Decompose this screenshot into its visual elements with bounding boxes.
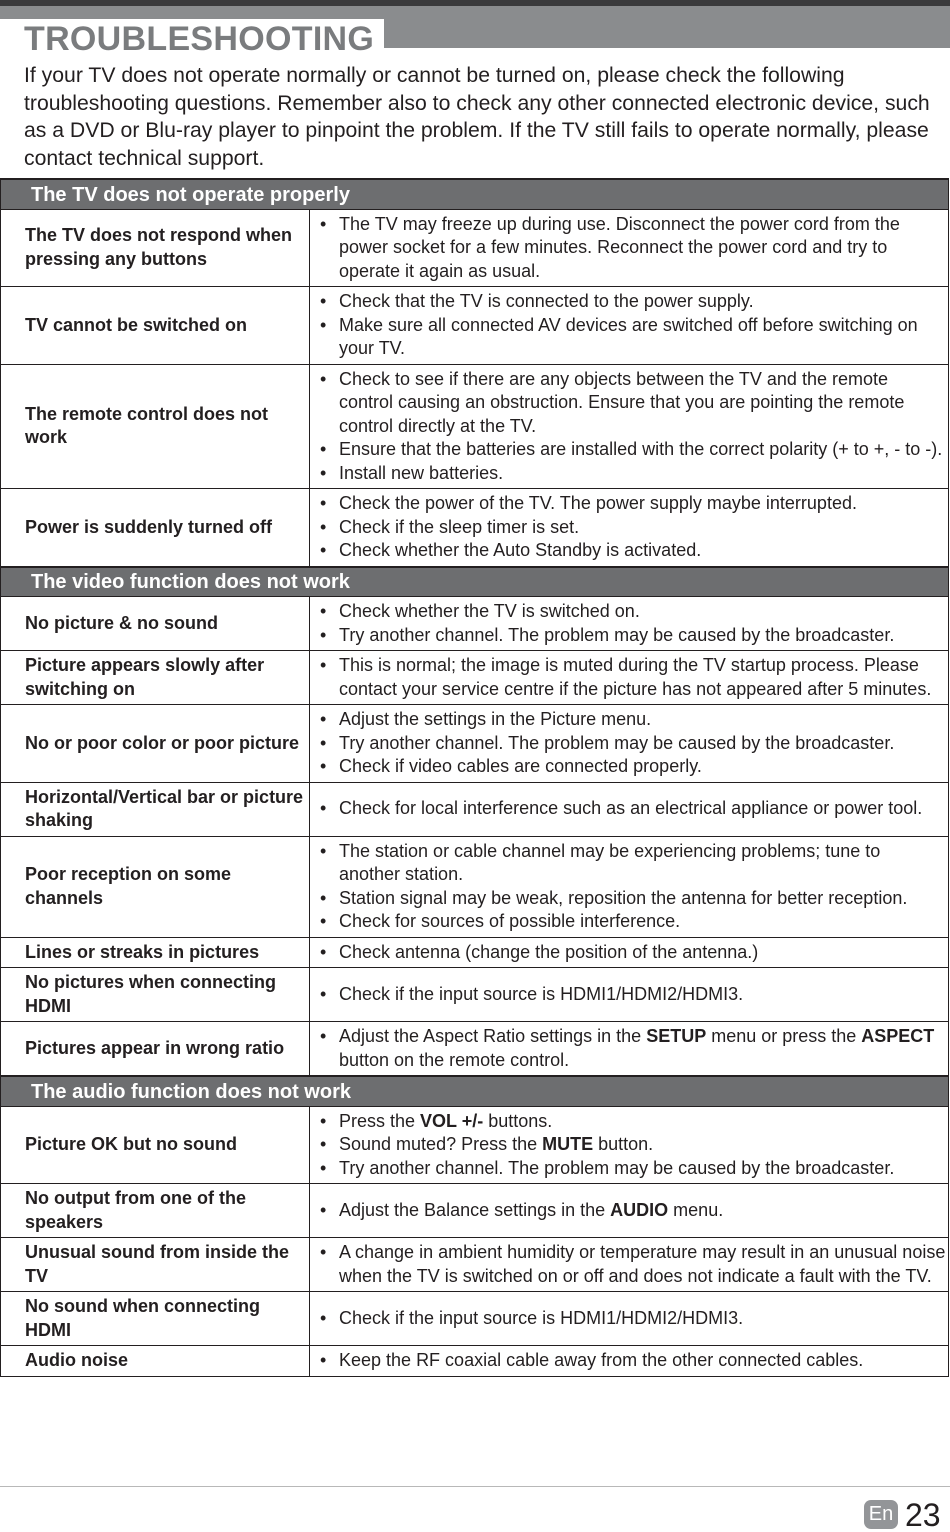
solution-cell — [310, 1106, 949, 1184]
section-heading: The audio function does not work — [1, 1076, 949, 1106]
problem-cell: No sound when connecting HDMI — [1, 1292, 310, 1346]
page-number: 23 — [905, 1497, 941, 1532]
solution-text: A change in ambient humidity or temperature may result in an unusual noise when the TV is switched on or off and does not indicate a fault with the TV. — [339, 1242, 946, 1286]
section-header-row — [1, 179, 949, 209]
table-row — [1, 1346, 949, 1377]
solution-keyword: MUTE — [542, 1134, 594, 1154]
solution-item — [320, 516, 946, 540]
solution-text: Check that the TV is connected to the power supply. — [339, 291, 754, 311]
solution-text: Check antenna (change the position of the antenna.) — [339, 941, 759, 962]
troubleshooting-table-body — [1, 179, 949, 1376]
solution-item — [320, 983, 946, 1007]
problem-cell: The remote control does not work — [1, 364, 310, 489]
table-row — [1, 597, 949, 651]
problem-cell: Audio noise — [1, 1346, 310, 1377]
intro-paragraph: If your TV does not operate normally or cannot be turned on, please check the following troubleshooting questions. Remember also to check any other connected electronic device, such as a DVD or Blu-ray player to pinpoint the problem. If the TV still fails to operate normally, please contact technical support. — [24, 64, 930, 170]
solution-item — [320, 910, 946, 934]
solution-item — [320, 539, 946, 563]
table-row — [1, 1022, 949, 1077]
table-row — [1, 209, 949, 287]
solution-text: Check to see if there are any objects between the TV and the remote control causing an obstruction. Ensure that you are pointing the remote control directly at the TV. — [339, 368, 905, 436]
solution-item — [320, 732, 946, 756]
table-row — [1, 489, 949, 567]
solution-text: Try another channel. The problem may be caused by the broadcaster. — [339, 624, 895, 645]
language-badge: En — [864, 1500, 898, 1529]
problem-cell: TV cannot be switched on — [1, 287, 310, 365]
problem-cell: Lines or streaks in pictures — [1, 937, 310, 968]
solution-text: Keep the RF coaxial cable away from the other connected cables. — [339, 1350, 864, 1370]
solution-cell — [310, 968, 949, 1022]
solution-cell — [310, 782, 949, 836]
problem-cell: Picture appears slowly after switching on — [1, 651, 310, 705]
solution-item — [320, 797, 946, 821]
solution-keyword: ASPECT — [861, 1026, 935, 1046]
problem-cell: Unusual sound from inside the TV — [1, 1238, 310, 1292]
table-row — [1, 1292, 949, 1346]
solution-cell — [310, 489, 949, 567]
problem-cell: The TV does not respond when pressing any buttons — [1, 209, 310, 287]
solution-item — [320, 213, 946, 284]
section-heading: The TV does not operate properly — [1, 179, 949, 209]
section-header-row — [1, 567, 949, 597]
solution-keyword: VOL +/- — [420, 1110, 484, 1131]
solution-item — [320, 314, 946, 361]
solution-cell — [310, 1346, 949, 1377]
solution-text: Make sure all connected AV devices are switched off before switching on your TV. — [339, 314, 918, 358]
solution-text: Sound muted? Press the — [339, 1134, 543, 1154]
solution-cell — [310, 651, 949, 705]
solution-item — [320, 600, 946, 624]
solution-cell — [310, 1022, 949, 1077]
solution-cell — [310, 836, 949, 937]
problem-cell: Poor reception on some channels — [1, 836, 310, 937]
solution-text: Check if the input source is HDMI1/HDMI2/HDMI3. — [339, 983, 744, 1004]
solution-item — [320, 368, 946, 439]
solution-text: Adjust the settings in the Picture menu. — [339, 709, 652, 729]
solution-text: Try another channel. The problem may be caused by the broadcaster. — [339, 732, 895, 753]
solution-item — [320, 462, 946, 486]
solution-text: Press the — [339, 1110, 421, 1131]
table-row — [1, 651, 949, 705]
solution-text: Check if the sleep timer is set. — [339, 516, 580, 537]
page-title: TROUBLESHOOTING — [0, 19, 384, 59]
solution-item — [320, 290, 946, 314]
solution-keyword: AUDIO — [610, 1199, 669, 1220]
solution-item — [320, 1349, 946, 1373]
solution-item — [320, 840, 946, 887]
solution-text: Install new batteries. — [339, 462, 504, 483]
problem-cell: Power is suddenly turned off — [1, 489, 310, 567]
table-row — [1, 968, 949, 1022]
solution-keyword: SETUP — [646, 1026, 707, 1046]
solution-text: Check for local interference such as an electrical appliance or power tool. — [339, 798, 923, 819]
solution-cell — [310, 597, 949, 651]
solution-item — [320, 1199, 946, 1223]
solution-item — [320, 755, 946, 779]
solution-cell — [310, 287, 949, 365]
solution-text: Adjust the Balance settings in the — [339, 1199, 611, 1220]
solution-text: Check the power of the TV. The power supply maybe interrupted. — [339, 493, 857, 513]
table-row — [1, 836, 949, 937]
solution-text: Check if the input source is HDMI1/HDMI2/HDMI3. — [339, 1307, 744, 1328]
solution-item — [320, 708, 946, 732]
problem-cell: Pictures appear in wrong ratio — [1, 1022, 310, 1077]
solution-text: button on the remote control. — [339, 1049, 570, 1070]
solution-text: menu or press the — [706, 1026, 862, 1046]
solution-text: The station or cable channel may be experiencing problems; tune to another station. — [339, 840, 881, 884]
problem-cell: No output from one of the speakers — [1, 1184, 310, 1238]
solution-text: Check if video cables are connected properly. — [339, 756, 702, 776]
footer-rule — [0, 1486, 950, 1487]
solution-text: Ensure that the batteries are installed with the correct polarity (+ to +, - to -). — [339, 439, 943, 459]
table-row — [1, 1184, 949, 1238]
table-row — [1, 364, 949, 489]
solution-text: Check whether the Auto Standby is activated. — [339, 540, 702, 560]
problem-cell: No pictures when connecting HDMI — [1, 968, 310, 1022]
solution-item — [320, 438, 946, 462]
section-heading: The video function does not work — [1, 567, 949, 597]
problem-cell: Horizontal/Vertical bar or picture shaking — [1, 782, 310, 836]
solution-cell — [310, 705, 949, 783]
solution-text: buttons. — [483, 1110, 553, 1131]
solution-text: Check whether the TV is switched on. — [339, 601, 640, 621]
solution-text: This is normal; the image is muted during the TV startup process. Please contact your service centre if the picture has not appeared after 5 minutes. — [339, 655, 932, 699]
solution-text: menu. — [668, 1199, 724, 1220]
solution-item — [320, 624, 946, 648]
problem-cell: No picture & no sound — [1, 597, 310, 651]
solution-cell — [310, 364, 949, 489]
solution-text: Try another channel. The problem may be caused by the broadcaster. — [339, 1157, 895, 1178]
solution-item — [320, 1157, 946, 1181]
solution-cell — [310, 937, 949, 968]
solution-cell — [310, 1238, 949, 1292]
table-row — [1, 705, 949, 783]
solution-item — [320, 654, 946, 701]
solution-item — [320, 1307, 946, 1331]
solution-cell — [310, 1292, 949, 1346]
troubleshooting-table — [0, 178, 949, 1377]
table-row — [1, 937, 949, 968]
table-row — [1, 1238, 949, 1292]
solution-text: Adjust the Aspect Ratio settings in the — [339, 1026, 647, 1046]
solution-item — [320, 1025, 946, 1072]
table-row — [1, 287, 949, 365]
solution-text: Station signal may be weak, reposition the antenna for better reception. — [339, 887, 908, 908]
solution-text: The TV may freeze up during use. Disconnect the power cord from the power socket for a few minutes. Reconnect the power cord and try to operate it again as usual. — [339, 213, 900, 281]
solution-cell — [310, 209, 949, 287]
table-row — [1, 782, 949, 836]
problem-cell: No or poor color or poor picture — [1, 705, 310, 783]
table-row — [1, 1106, 949, 1184]
solution-item — [320, 1241, 946, 1288]
solution-text: button. — [593, 1134, 654, 1154]
problem-cell: Picture OK but no sound — [1, 1106, 310, 1184]
solution-item — [320, 887, 946, 911]
section-header-row — [1, 1076, 949, 1106]
solution-item — [320, 492, 946, 516]
solution-cell — [310, 1184, 949, 1238]
solution-item — [320, 1110, 946, 1134]
solution-item — [320, 941, 946, 965]
solution-item — [320, 1133, 946, 1157]
solution-text: Check for sources of possible interference. — [339, 911, 681, 931]
